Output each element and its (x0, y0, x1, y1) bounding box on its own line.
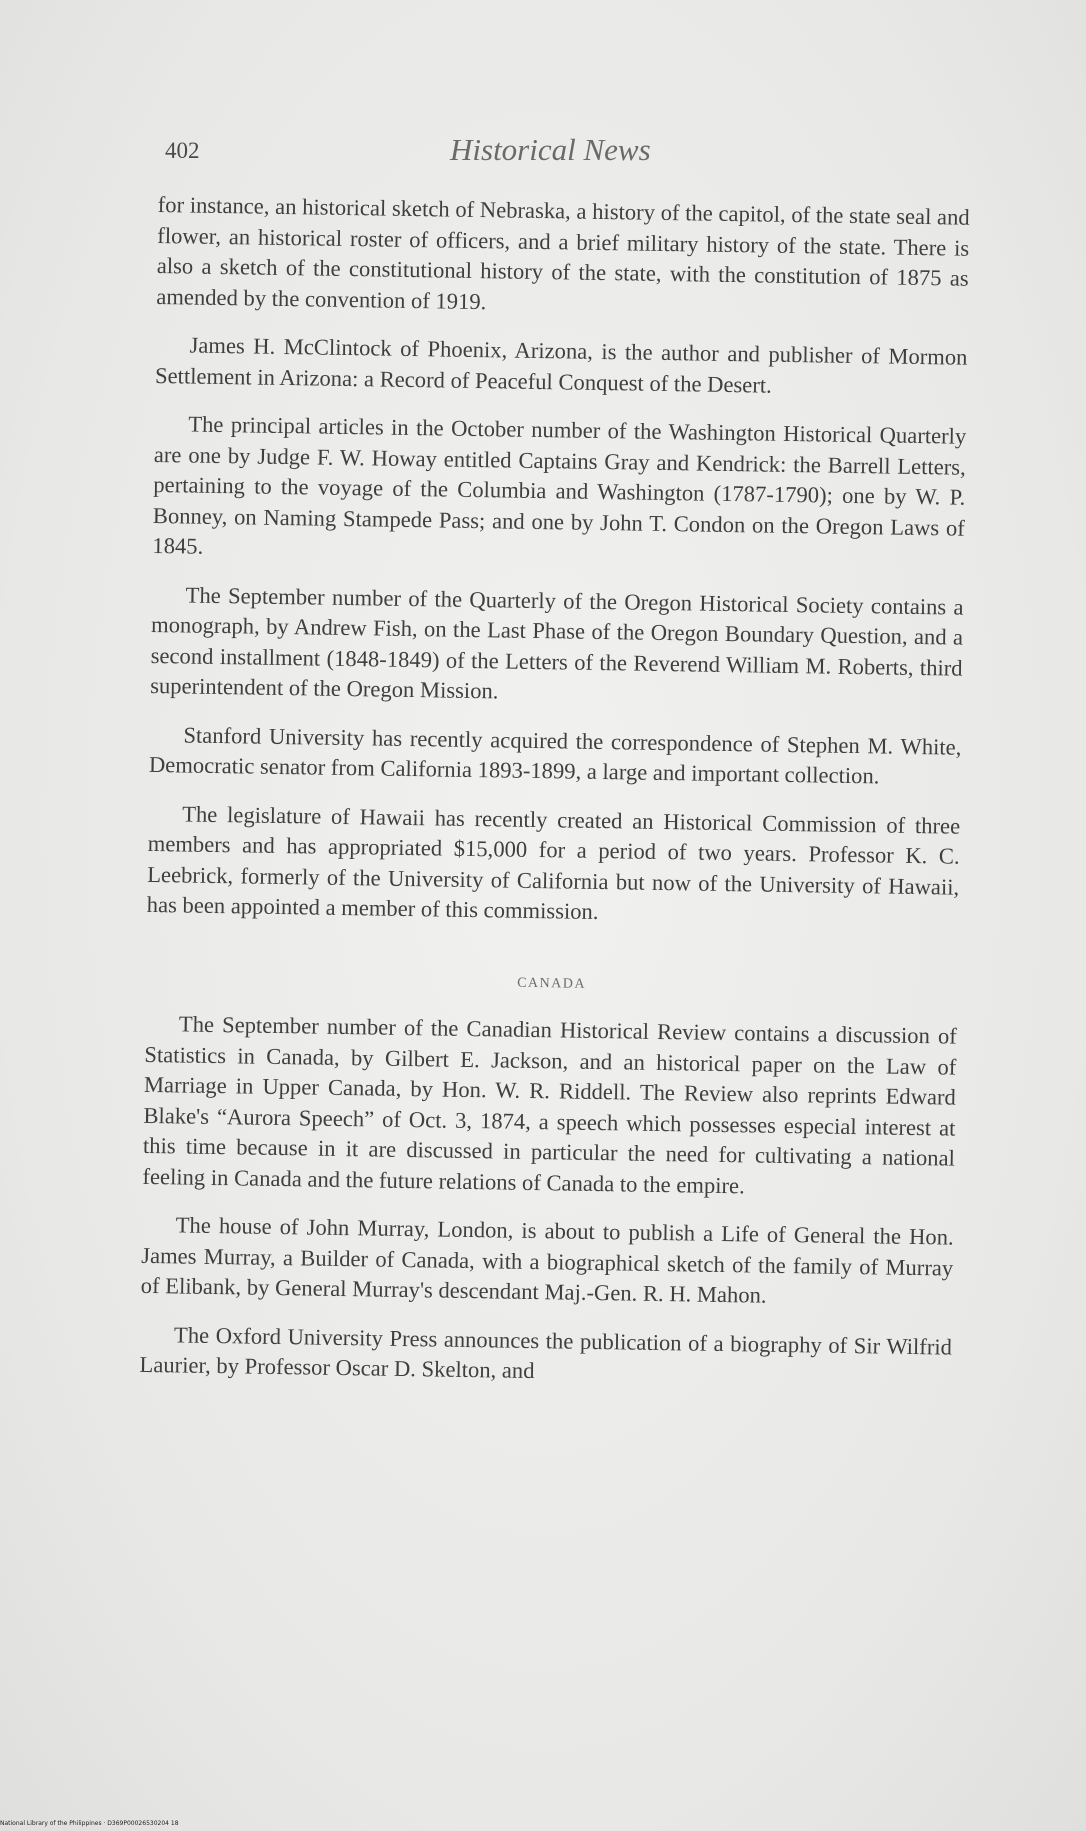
paragraph-washington-quarterly: The principal articles in the October number of the Washington Historical Quarterly are one by Judge F. W. Howay entitled Captains Gray and Kendrick: the Barrell Letters, pertaining to the voyage of the Columbia and Washington (1787-1790); one by W. P. Bonney, on Naming Stampede Pass; and one by John T. Condon on the Oregon Laws of 1845. (152, 411, 967, 559)
body-text (139, 190, 970, 1411)
paragraph-stanford: Stanford University has recently acquired the correspondence of Stephen M. White, Democratic senator from California 1893-1899, a large and important collection. (148, 721, 962, 789)
paragraph-hawaii: The legislature of Hawaii has recently created an Historical Commission of three members and has appropriated $15,000 for a period of two years. Professor K. C. Leebrick, formerly of the University of California but now of the University of Hawaii, has been appointed a member of this commission. (146, 800, 961, 925)
page-header (165, 132, 965, 172)
paragraph-mcclintock: James H. McClintock of Phoenix, Arizona, is the author and publisher of Mormon Settlement in Arizona: a Record of Peaceful Conquest of the Desert. (154, 332, 968, 398)
paragraph-oxford: The Oxford University Press announces the publication of a biography of Sir Wilfrid Laurier, by Professor Oscar D. Skelton, and (139, 1321, 953, 1384)
running-title: Historical News (450, 132, 651, 167)
paragraph-oregon-quarterly: The September number of the Quarterly of the Oregon Historical Society contains a monograph, by Andrew Fish, on the Last Phase of the Oregon Boundary Question, and a second installment (1848-1849) of the Letters of the Reverend William M. Roberts, third superintendent of the Oregon Mission. (150, 581, 964, 704)
page-number: 402 (165, 138, 200, 163)
scan-footer: National Library of the Philippines · D369P00026530204 18 (0, 1820, 179, 1827)
paragraph-canadian-review: The September number of the Canadian Historical Review contains a discussion of Statistics in Canada, by Gilbert E. Jackson, and an historical paper on the Law of Marriage in Upper Canada, by Hon. W. R. Riddell. The Review also reprints Edward Blake's “Aurora Speech” of Oct. 3, 1874, a speech which possesses especial interest at this time because in it are discussed in particular the need for cultivating a national feeling in Canada and the future relations of Canada to the empire. (142, 1011, 958, 1198)
paragraph-murray: The house of John Murray, London, is about to publish a Life of General the Hon. James Murray, a Builder of Canada, with a biographical sketch of the family of Murray of Elibank, by General Murray's descendant Maj.-Gen. R. H. Mahon. (140, 1212, 954, 1308)
paragraph-nebraska: for instance, an historical sketch of Nebraska, a history of the capitol, of the state seal and flower, an historical roster of officers, and a brief military history of the state. There is also a sketch of the constitutional history of the state, with the constitution of 1875 as amended by the convention of 1919. (156, 191, 970, 314)
section-heading-canada: CANADA (517, 975, 587, 992)
